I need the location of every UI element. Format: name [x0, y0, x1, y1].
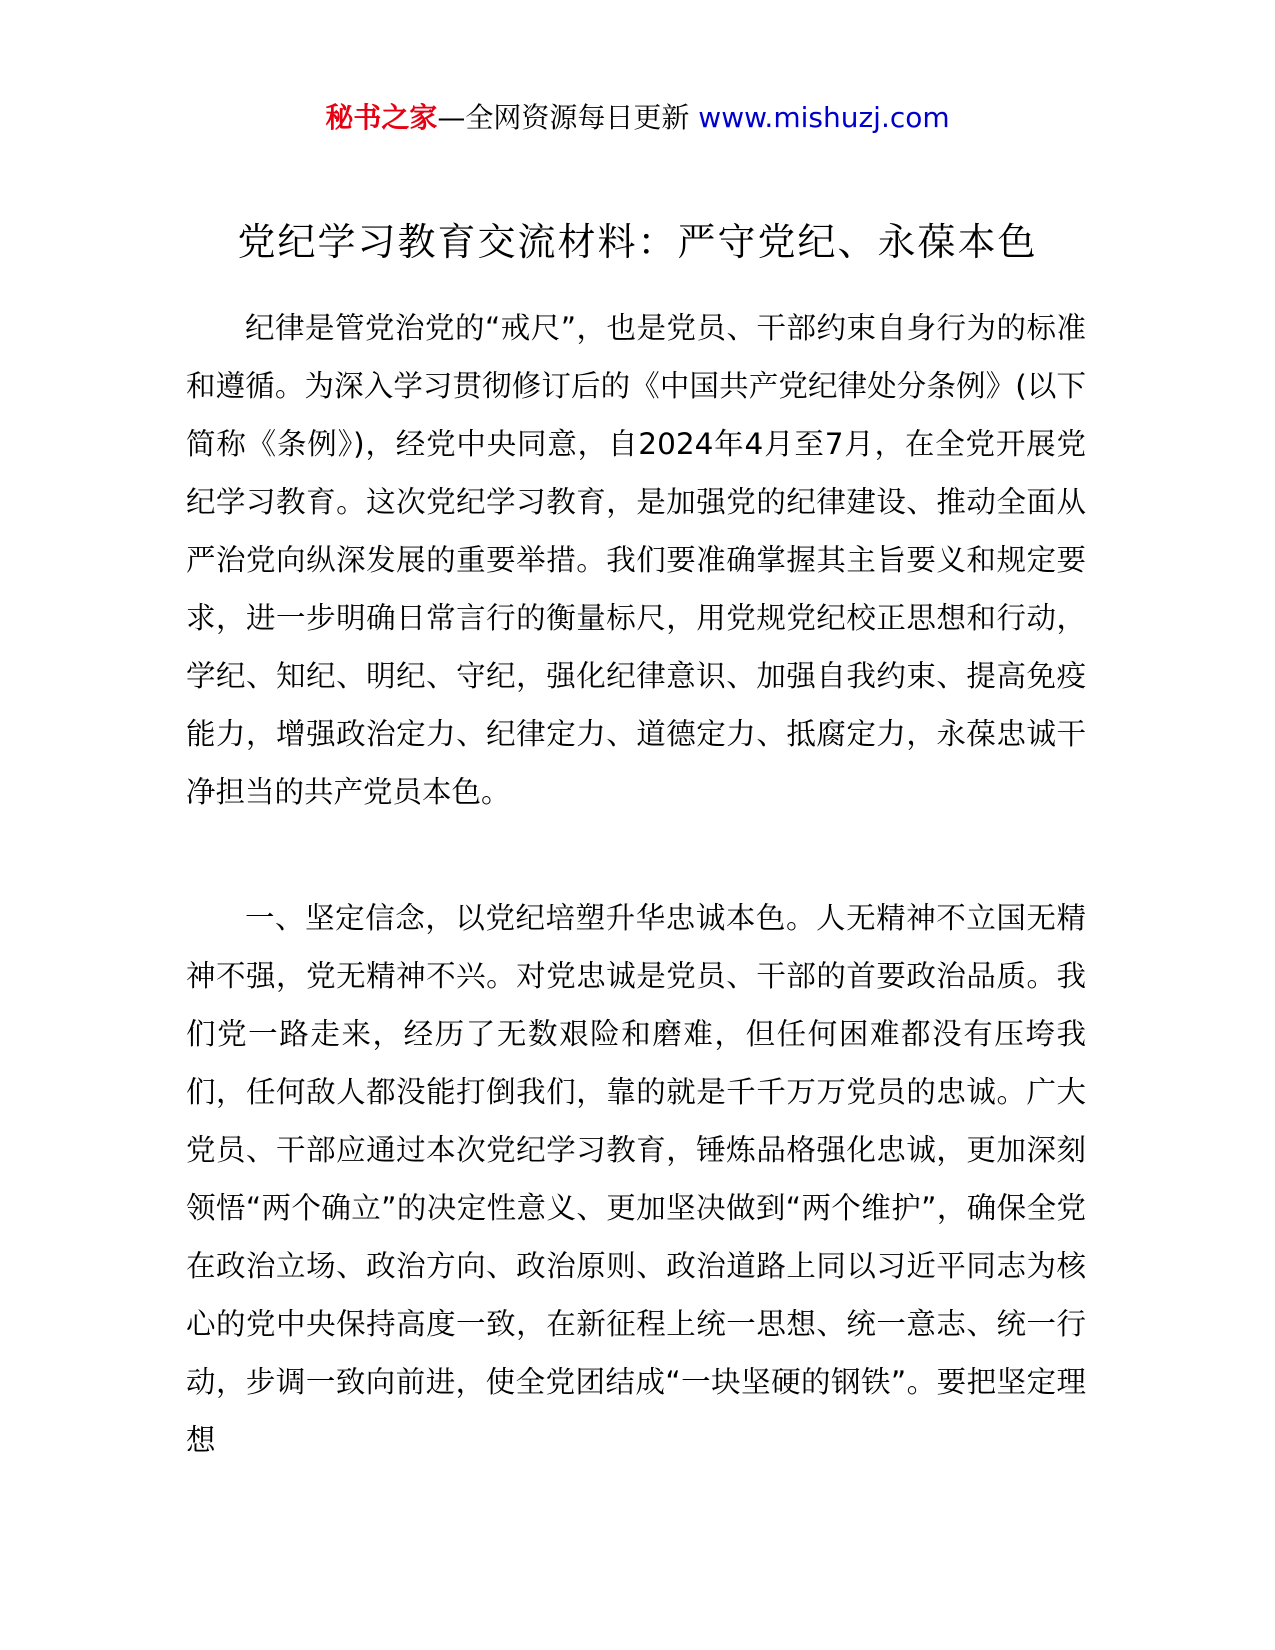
brand-name: 秘书之家: [325, 101, 438, 134]
header-tagline: —全网资源每日更新: [437, 101, 690, 134]
site-header: [0, 98, 1275, 138]
paragraph-section-one: 一、坚定信念，以党纪培塑升华忠诚本色。人无精神不立国无精神不强，党无精神不兴。对党忠诚是党员、干部的首要政治品质。我们党一路走来，经历了无数艰险和磨难，但任何困难都没有压垮我们，任何敌人都没能打倒我们，靠的就是千千万万党员的忠诚。广大党员、干部应通过本次党纪学习教育，锤炼品格强化忠诚，更加深刻领悟“两个确立”的决定性意义、更加坚决做到“两个维护”，确保全党在政治立场、政治方向、政治原则、政治道路上同以习近平同志为核心的党中央保持高度一致，在新征程上统一思想、统一意志、统一行动，步调一致向前进，使全党团结成“一块坚硬的钢铁”。要把坚定理想: [186, 901, 1086, 1457]
document-title: 党纪学习教育交流材料：严守党纪、永葆本色: [237, 220, 1038, 264]
site-url-link[interactable]: www.mishuzj.com: [698, 101, 950, 134]
paragraph-intro: 纪律是管党治党的“戒尺”，也是党员、干部约束自身行为的标准和遵循。为深入学习贯彻修订后的《中国共产党纪律处分条例》(以下简称《条例》)，经党中央同意，自2024年4月至7月，在全党开展党纪学习教育。这次党纪学习教育，是加强党的纪律建设、推动全面从严治党向纵深发展的重要举措。我们要准确掌握其主旨要义和规定要求，进一步明确日常言行的衡量标尺，用党规党纪校正思想和行动，学纪、知纪、明纪、守纪，强化纪律意识、加强自我约束、提高免疫能力，增强政治定力、纪律定力、道德定力、抵腐定力，永葆忠诚干净担当的共产党员本色。: [186, 311, 1086, 809]
